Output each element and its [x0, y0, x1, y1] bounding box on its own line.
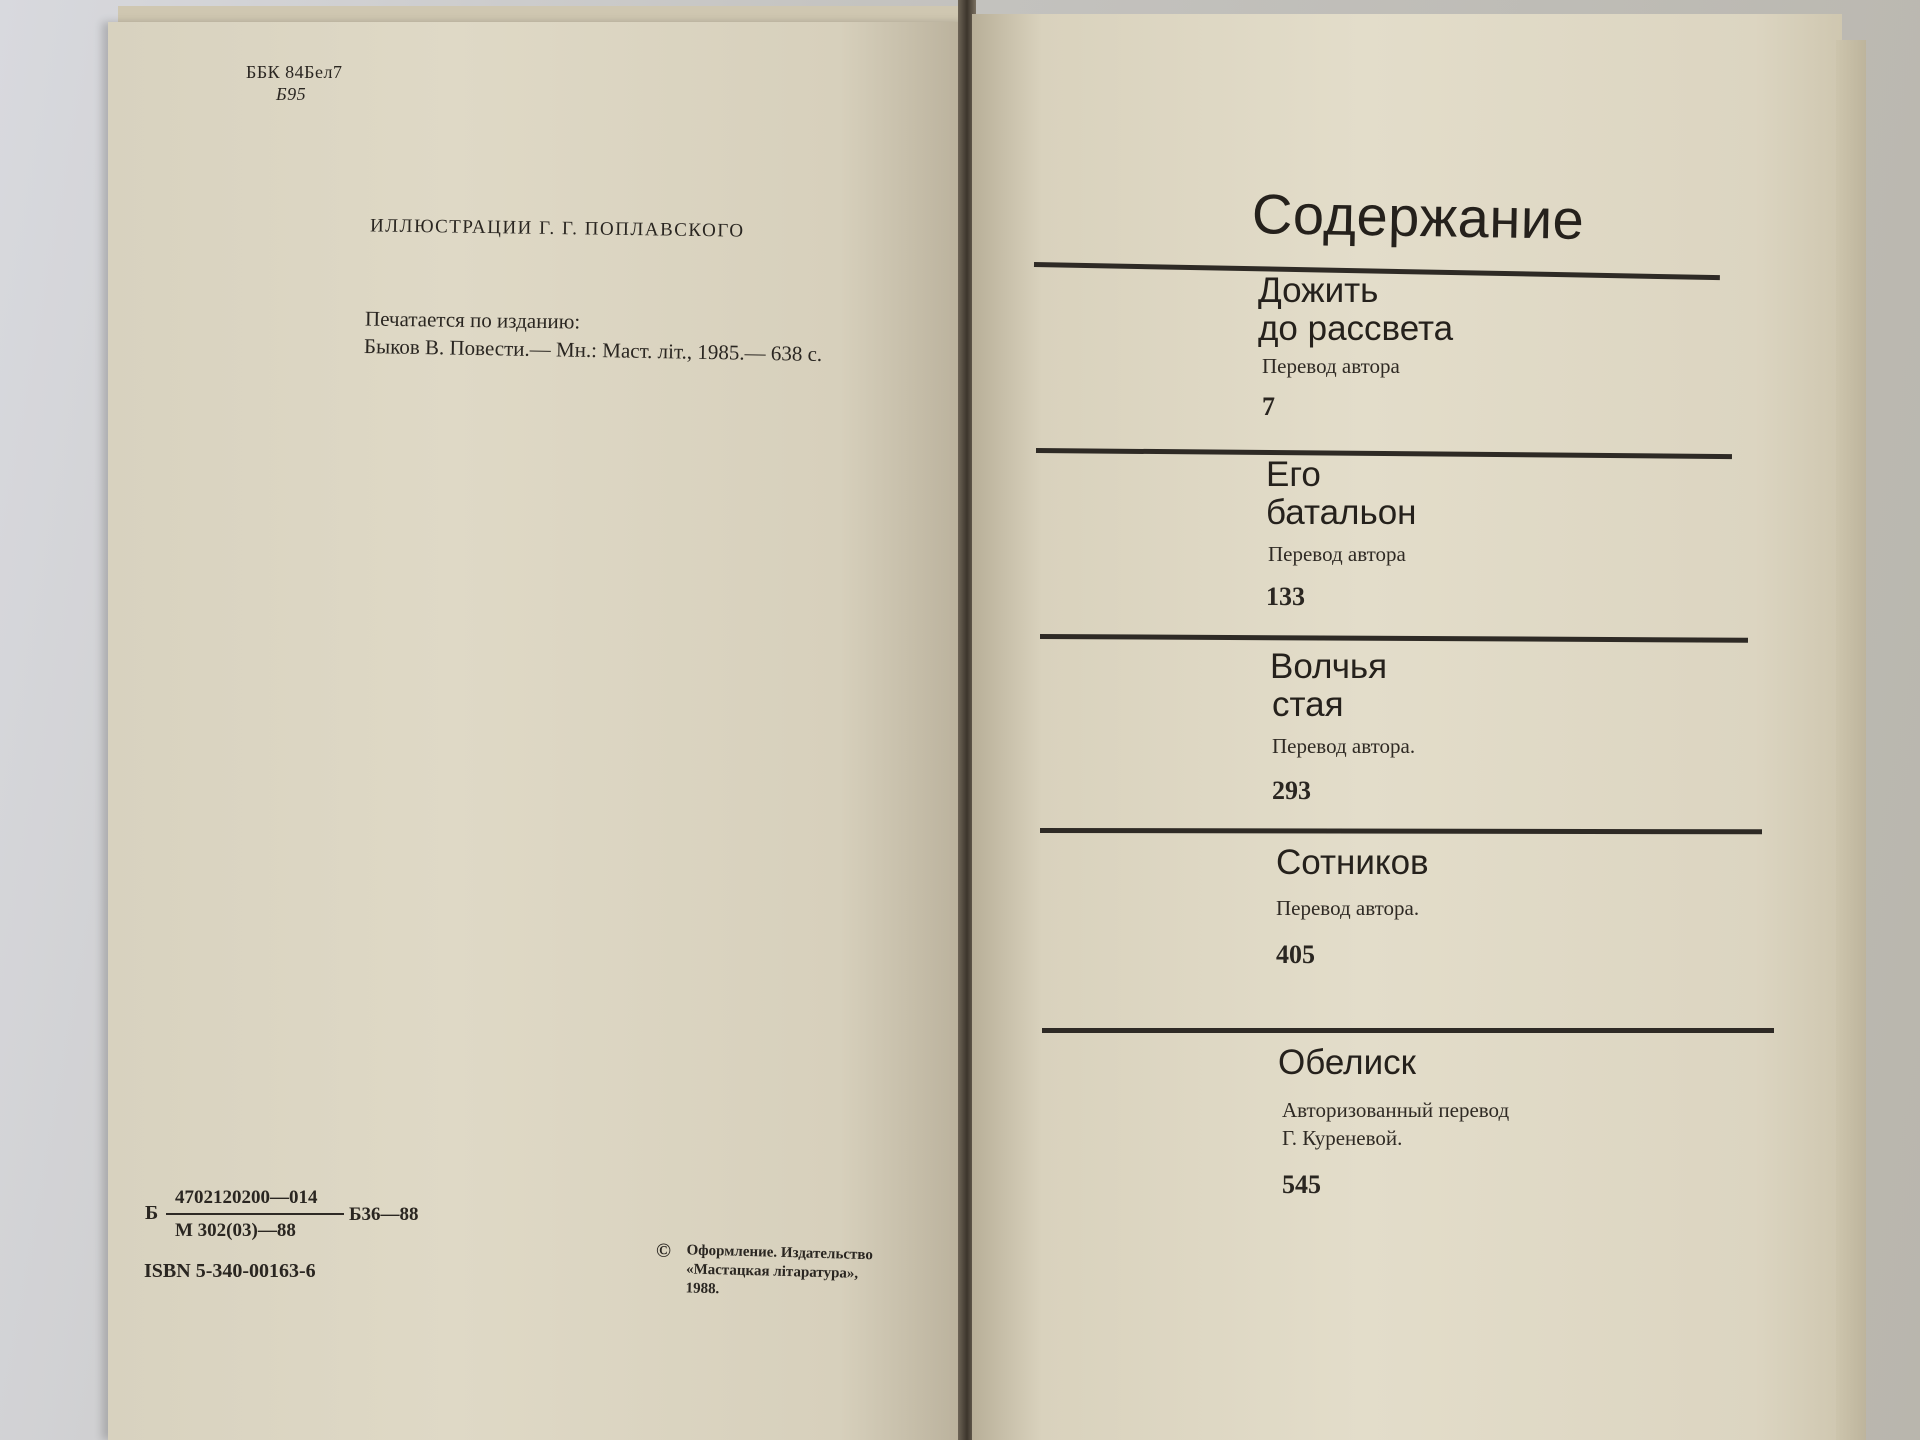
- entry-title-line1: Дожить: [1258, 271, 1379, 310]
- entry-page-number: 7: [1262, 392, 1275, 421]
- author-code: Б95: [276, 84, 307, 104]
- illustrations-credit: ИЛЛЮСТРАЦИИ Г. Г. ПОПЛАВСКОГО: [369, 215, 745, 242]
- page-stack-edge-right: [1836, 40, 1866, 1440]
- entry-title-line1: Сотников: [1276, 843, 1429, 882]
- copyright-icon: ©: [656, 1240, 671, 1262]
- isbn: ISBN 5-340-00163-6: [144, 1260, 316, 1282]
- printed-from-source: Быков В. Повести.— Мн.: Маст. літ., 1985.— 638 с.: [363, 334, 823, 366]
- entry-page-number: 405: [1276, 940, 1315, 969]
- contents-title: Содержание: [1251, 182, 1585, 251]
- index-fraction-line: [166, 1213, 344, 1215]
- printed-from-label: Печатается по изданию:: [364, 306, 581, 334]
- index-suffix: Б36—88: [349, 1204, 419, 1225]
- entry-translator-note: Перевод автора: [1268, 542, 1406, 566]
- entry-translator-name: Г. Куреневой.: [1282, 1126, 1403, 1150]
- section-rule: [1042, 1028, 1774, 1033]
- entry-page-number: 545: [1282, 1170, 1321, 1199]
- index-denominator: М 302(03)—88: [175, 1220, 296, 1241]
- entry-translator-note: Перевод автора: [1262, 354, 1400, 378]
- entry-translator-note: Перевод автора.: [1272, 734, 1416, 758]
- entry-title-line1: Его: [1266, 455, 1321, 494]
- bbk-code: ББК 84Бел7: [246, 62, 343, 82]
- entry-title-line2: стая: [1272, 685, 1344, 724]
- entry-title-line1: Волчья: [1270, 647, 1388, 686]
- entry-page-number: 133: [1266, 582, 1305, 611]
- entry-translator-note: Авторизованный перевод: [1282, 1098, 1510, 1122]
- entry-title-line2: батальон: [1266, 493, 1417, 532]
- entry-page-number: 293: [1272, 776, 1311, 805]
- copyright-text: Оформление. Издательство «Мастацкая літаратура», 1988.: [685, 1242, 874, 1298]
- index-numerator: 4702120200—014: [175, 1187, 318, 1208]
- entry-translator-note: Перевод автора.: [1276, 896, 1420, 920]
- entry-title-line1: Обелиск: [1278, 1043, 1416, 1082]
- index-prefix: Б: [145, 1202, 159, 1224]
- entry-title-line2: до рассвета: [1258, 309, 1454, 348]
